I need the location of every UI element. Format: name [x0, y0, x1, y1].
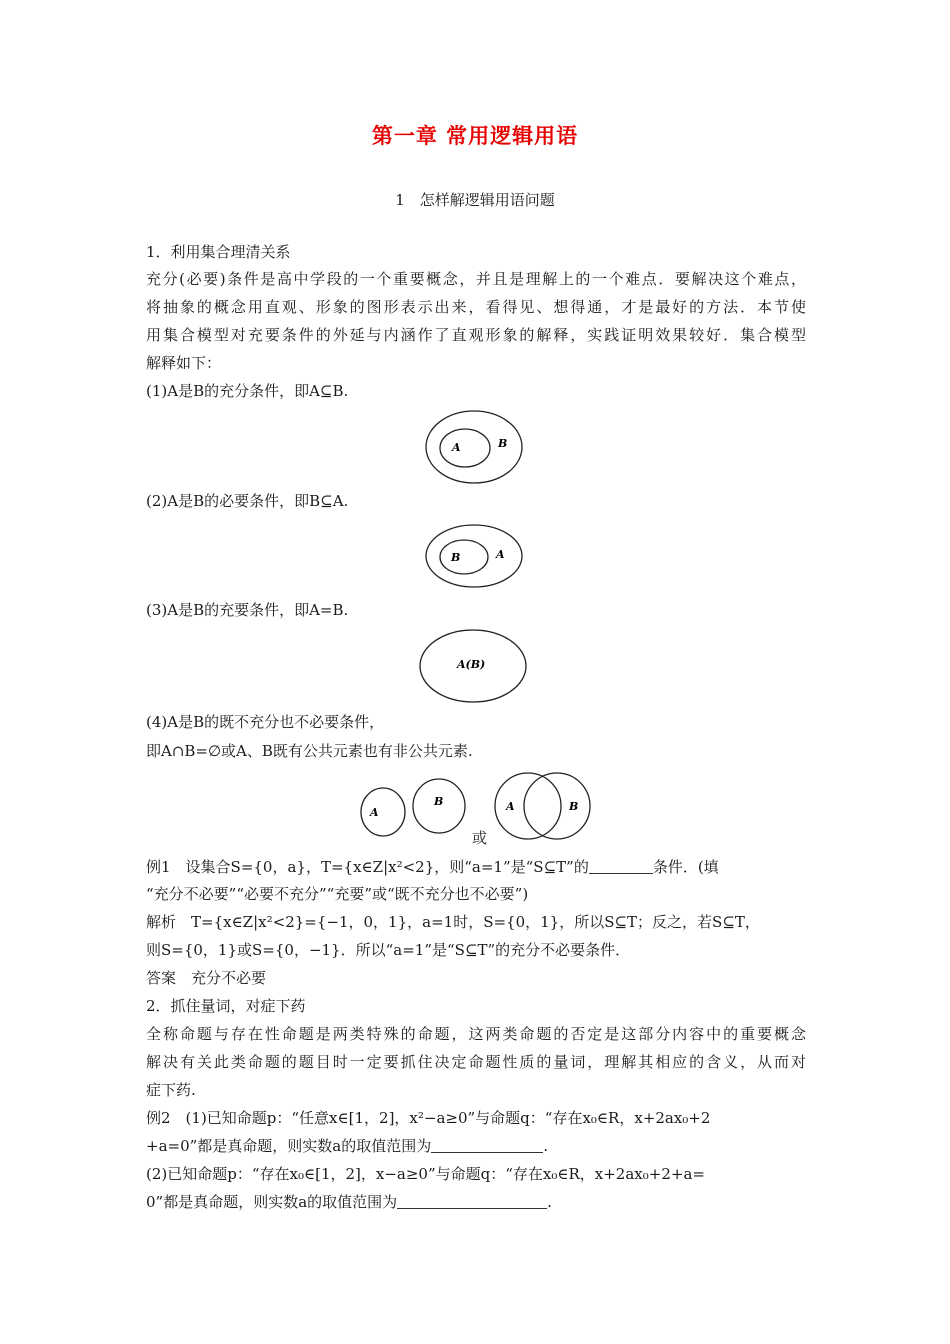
section-title: 1 怎样解逻辑用语问题	[395, 191, 555, 209]
case-4-detail: 即A∩B=∅或A、B既有公共元素也有非公共元素.	[146, 742, 473, 760]
chapter-title: 第一章 常用逻辑用语	[371, 124, 579, 148]
outer-set-label: A	[496, 548, 505, 561]
solution-line: 则S={0，1}或S={0，−1}．所以“a=1”是“S⊆T”的充分不必要条件．	[146, 941, 631, 959]
venn-diagram-1	[426, 411, 522, 483]
paragraph-line: 全称命题与存在性命题是两类特殊的命题，这两类命题的否定是这部分内容中的重要概念	[146, 1025, 806, 1043]
example-2-text: 0”都是真命题，则实数a的取值范围为	[146, 1193, 398, 1211]
example-1-text: 例1 设集合S={0，a}，T={x∈Z|x²<2}，则“a=1”是“S⊆T”的	[146, 858, 589, 876]
example-2-text-end: .	[547, 1193, 552, 1211]
paragraph-line: 解决有关此类命题的题目时一定要抓住决定命题性质的量词，理解其相应的含义，从而对	[146, 1053, 806, 1071]
solution-line: 解析 T={x∈Z|x²<2}={−1，0，1}，a=1时，S={0，1}，所以S⊆T；反之，若S⊆T，	[146, 913, 760, 931]
example-2-text: +a=0”都是真命题，则实数a的取值范围为	[146, 1137, 432, 1155]
example-1-options: “充分不必要”“必要不充分”“充要”或“既不充分也不必要”)	[146, 885, 529, 903]
answer-blank[interactable]	[589, 858, 653, 874]
or-label: 或	[472, 829, 488, 847]
set-a-label: A	[370, 806, 379, 819]
heading-1: 1．利用集合理清关系	[146, 243, 291, 261]
inner-set-label: B	[451, 551, 461, 564]
heading-2: 2．抓住量词，对症下药	[146, 997, 306, 1015]
disjoint-set-a	[361, 788, 405, 836]
paragraph-line: 解释如下：	[146, 354, 222, 372]
equal-set-label: A(B)	[457, 658, 486, 671]
example-2-line	[146, 1136, 548, 1156]
venn-diagram-3	[420, 630, 526, 702]
paragraph-line: 将抽象的概念用直观、形象的图形表示出来，看得见、想得通，才是最好的方法．本节使	[146, 298, 806, 316]
example-2-text-end: .	[543, 1137, 549, 1155]
case-4-line: (4)A是B的既不充分也不必要条件，	[146, 713, 385, 731]
case-1-line: (1)A是B的充分条件，即A⊆B.	[146, 382, 349, 400]
paragraph-line: 症下药.	[146, 1081, 196, 1099]
paragraph-line: 用集合模型对充要条件的外延与内涵作了直观形象的解释，实践证明效果较好．集合模型	[146, 326, 806, 344]
outer-set-label: B	[498, 437, 508, 450]
inner-set-label: A	[452, 441, 461, 454]
overlap-set-b	[524, 773, 590, 839]
answer-blank[interactable]	[397, 1193, 547, 1209]
overlap-a-label: A	[506, 800, 515, 813]
inner-set-ellipse	[440, 540, 488, 574]
answer-line: 答案 充分不必要	[146, 969, 267, 987]
answer-blank[interactable]	[431, 1137, 543, 1153]
set-b-label: B	[434, 795, 444, 808]
paragraph-line: 充分(必要)条件是高中学段的一个重要概念，并且是理解上的一个难点．要解决这个难点，	[146, 270, 806, 288]
example-1-question	[146, 857, 719, 877]
overlap-set-a	[495, 773, 561, 839]
example-1-text-end: 条件．(填	[652, 858, 719, 876]
overlap-b-label: B	[569, 800, 579, 813]
inner-set-ellipse	[440, 429, 490, 467]
venn-diagram-2	[426, 525, 522, 587]
example-2-line: 例2 (1)已知命题p：“任意x∈[1，2]，x²−a≥0”与命题q：“存在x₀∈R，x+2ax₀+2	[146, 1109, 711, 1127]
case-2-line: (2)A是B的必要条件，即B⊆A.	[146, 492, 349, 510]
example-2-line: (2)已知命题p：“存在x₀∈[1，2]，x−a≥0”与命题q：“存在x₀∈R，x+2ax₀+2+a=	[146, 1165, 705, 1183]
case-3-line: (3)A是B的充要条件，即A=B.	[146, 601, 349, 619]
example-2-line	[146, 1192, 552, 1212]
